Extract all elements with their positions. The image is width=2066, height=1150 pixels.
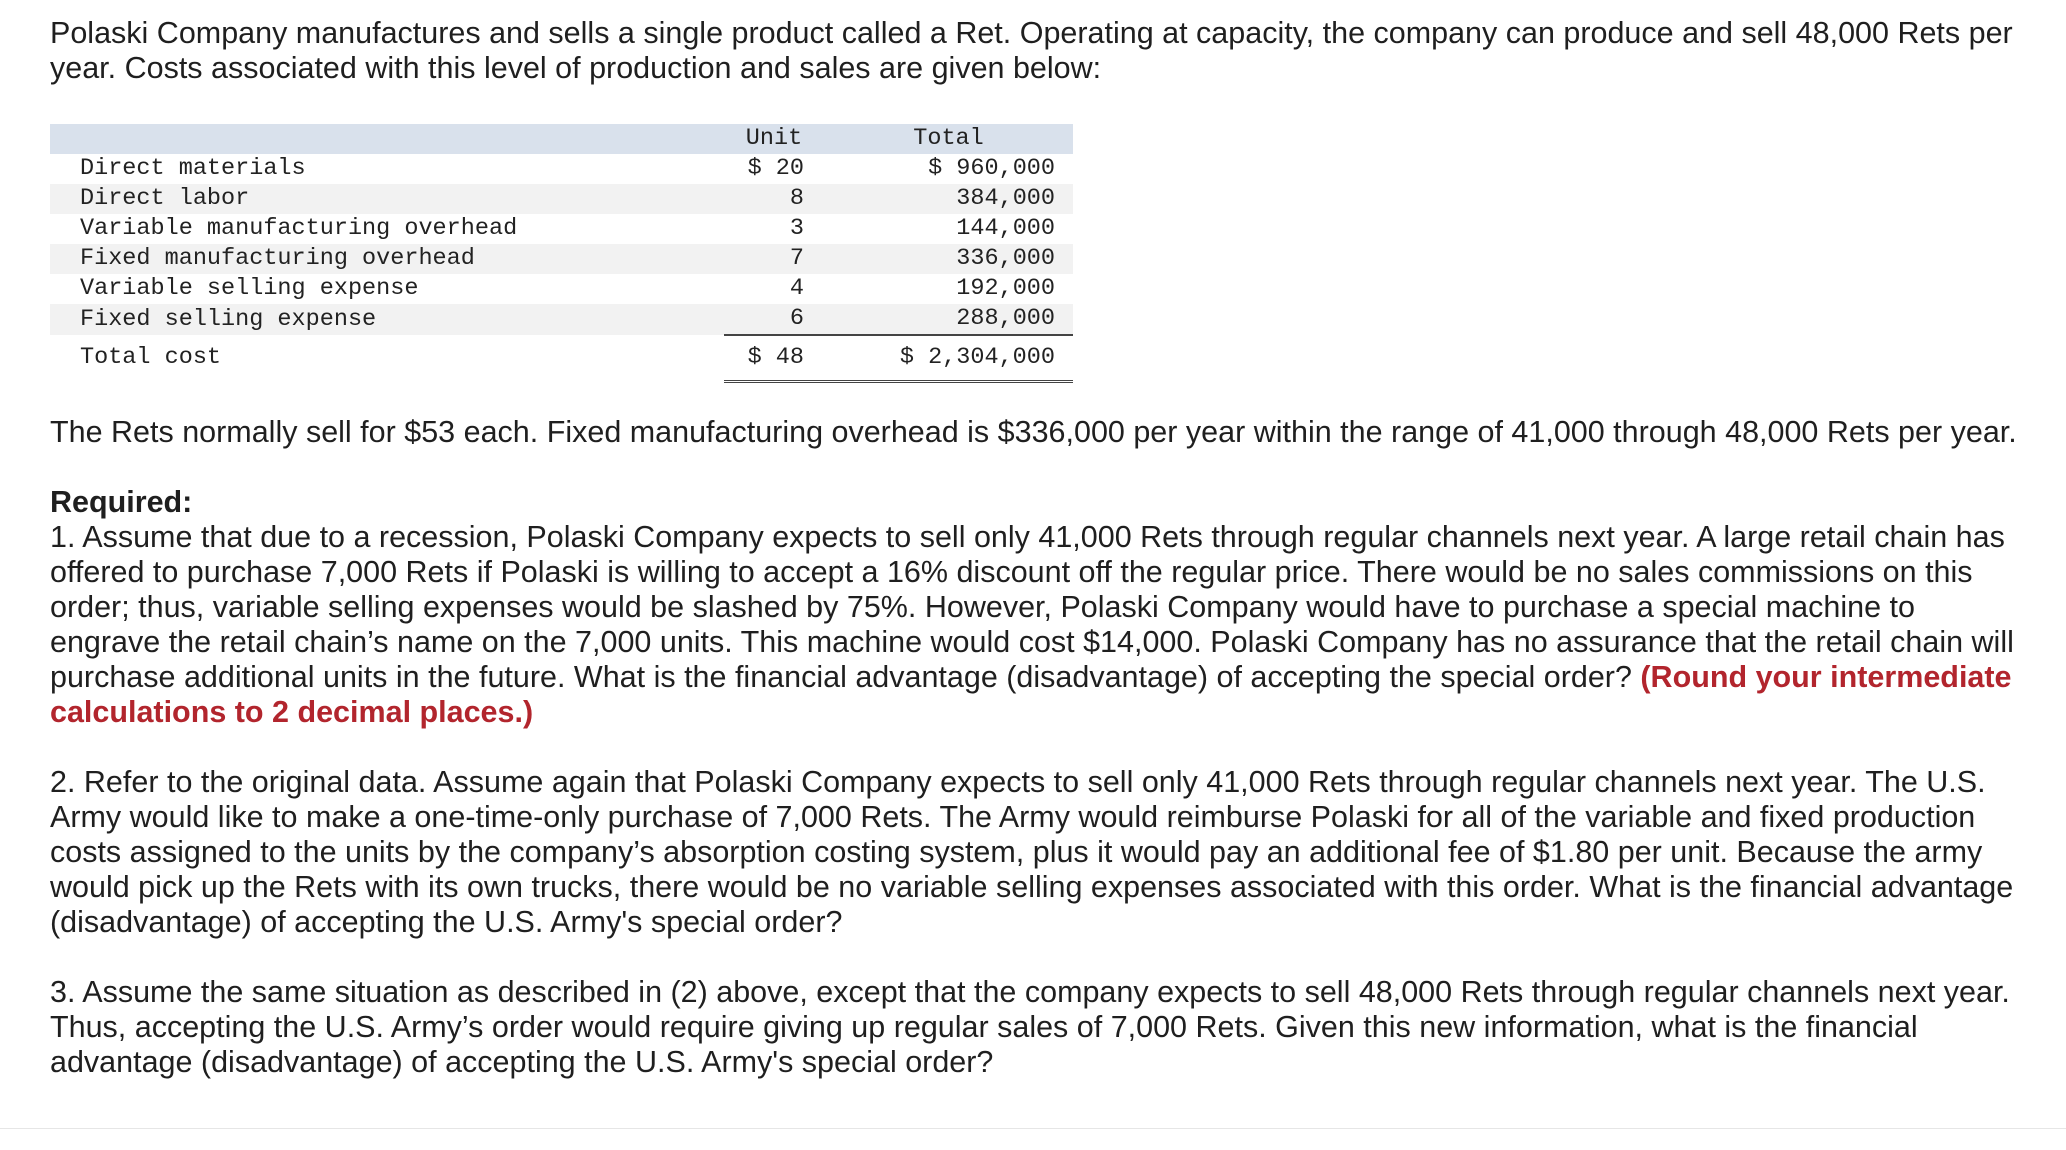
table-header-row: [50, 124, 1073, 154]
question-1-text: 1. Assume that due to a recession, Polaski Company expects to sell only 41,000 Rets through regular channels next year. A large retail chain has offered to purchase 7,000 Rets if Polaski is willing to accept a 16% discount off the regular price. There would be no sales commissions on this order; thus, variable selling expenses would be slashed by 75%. However, Polaski Company would have to purchase a special machine to engrave the retail chain’s name on the 7,000 units. This machine would cost $14,000. Polaski Company has no assurance that the retail chain will purchase additional units in the future. What is the financial advantage (disadvantage) of accepting the special order?: [50, 520, 2014, 694]
row-total: 288,000: [824, 304, 1073, 335]
row-unit: 3: [789, 215, 804, 242]
row-total: 192,000: [956, 275, 1055, 302]
table-row: [50, 274, 1073, 304]
row-unit: 4: [789, 275, 804, 302]
row-total: 144,000: [956, 215, 1055, 242]
required-section: [50, 485, 2030, 1080]
question-3: 3. Assume the same situation as described in (2) above, except that the company expects to sell 48,000 Rets through regular channels next year. Thus, accepting the U.S. Army’s order would require giving up regular sales of 7,000 Rets. Given this new information, what is the financial advantage (disadvantage) of accepting the U.S. Army's special order?: [50, 975, 2010, 1079]
row-label: Direct labor: [80, 185, 250, 212]
rounding-hint: (Round your intermediate calculations to 2 decimal places.): [50, 660, 2012, 729]
row-total: 336,000: [956, 245, 1055, 272]
row-label: Fixed selling expense: [80, 305, 377, 333]
row-total: $ 960,000: [928, 155, 1055, 182]
row-total: 384,000: [956, 185, 1055, 212]
question-2: 2. Refer to the original data. Assume again that Polaski Company expects to sell only 41,000 Rets through regular channels next year. The U.S. Army would like to make a one-time-only purchase of 7,000 Rets. The Army would reimburse Polaski for all of the variable and fixed production costs assigned to the units by the company’s absorption costing system, plus it would pay an additional fee of $1.80 per unit. Because the army would pick up the Rets with its own trucks, there would be no variable selling expenses associated with this order. What is the financial advantage (disadvantage) of accepting the U.S. Army's special order?: [50, 765, 2014, 939]
row-unit: 6: [724, 304, 824, 335]
table-row: [50, 304, 1073, 335]
problem-document: [50, 16, 2030, 1080]
divider: [0, 1128, 2066, 1129]
row-label: Direct materials: [80, 155, 306, 182]
table-row: [50, 184, 1073, 214]
row-label: Fixed manufacturing overhead: [80, 245, 475, 272]
row-unit: $ 20: [747, 155, 804, 182]
row-unit: 8: [789, 185, 804, 212]
required-heading: Required:: [50, 485, 193, 519]
row-label: Variable selling expense: [80, 275, 419, 302]
cost-table: [50, 124, 1073, 383]
question-1: [50, 520, 2030, 730]
total-label: Total cost: [80, 344, 222, 372]
pricing-paragraph: The Rets normally sell for $53 each. Fixed manufacturing overhead is $336,000 per year within the range of 41,000 through 48,000 Rets per year.: [50, 415, 2017, 449]
row-unit: 7: [789, 245, 804, 272]
total-unit: $ 48: [724, 335, 824, 382]
header-label: [50, 124, 724, 154]
header-unit: Unit: [745, 125, 803, 152]
intro-paragraph: Polaski Company manufactures and sells a single product called a Ret. Operating at capacity, the company can produce and sell 48,000 Rets per year. Costs associated with this level of production and sales are given below:: [50, 16, 2013, 85]
table-row: [50, 214, 1073, 244]
table-row: [50, 154, 1073, 184]
header-total: Total: [913, 125, 984, 152]
total-total: $ 2,304,000: [824, 335, 1073, 382]
row-label: Variable manufacturing overhead: [80, 215, 518, 242]
total-row: [50, 335, 1073, 382]
table-row: [50, 244, 1073, 274]
